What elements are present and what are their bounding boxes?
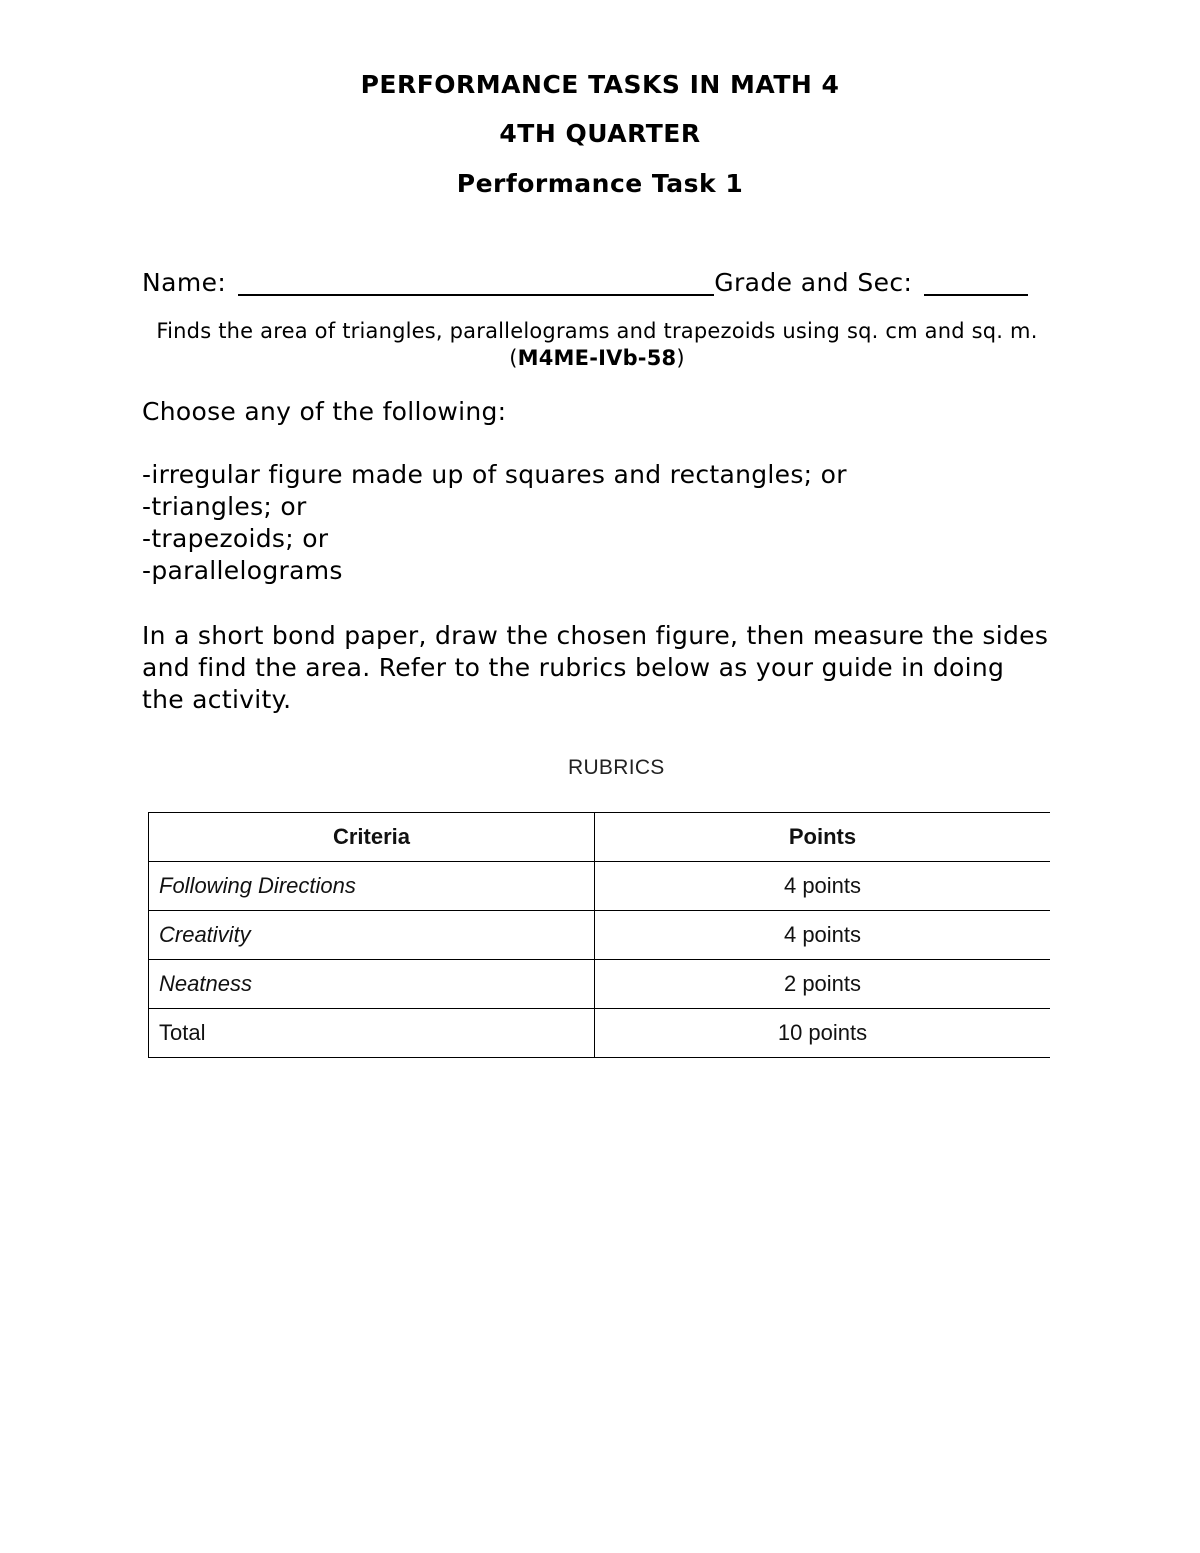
learning-objective bbox=[142, 318, 1052, 372]
name-label: Name: bbox=[142, 268, 227, 297]
points-cell: 2 points bbox=[595, 960, 1051, 1009]
table-row bbox=[149, 911, 1051, 960]
instructions-paragraph: In a short bond paper, draw the chosen figure, then measure the sides and find the area. Refer to the rubrics below as your guide in doing the activity. bbox=[142, 621, 1049, 714]
points-cell: 4 points bbox=[595, 911, 1051, 960]
choose-prompt: Choose any of the following: bbox=[142, 397, 507, 426]
list-item: -triangles; or bbox=[142, 492, 307, 521]
criteria-cell: Creativity bbox=[149, 911, 595, 960]
points-cell: 4 points bbox=[595, 862, 1051, 911]
table-row bbox=[149, 960, 1051, 1009]
criteria-cell: Neatness bbox=[149, 960, 595, 1009]
rubrics-table bbox=[148, 812, 1050, 1058]
list-item: -trapezoids; or bbox=[142, 524, 329, 553]
name-blank[interactable] bbox=[238, 270, 714, 296]
rubrics-title: RUBRICS bbox=[568, 756, 665, 779]
options-list bbox=[142, 459, 1052, 587]
objective-code: M4ME-IVb-58 bbox=[517, 346, 677, 370]
document-title: PERFORMANCE TASKS IN MATH 4 bbox=[360, 70, 840, 99]
task-heading: Performance Task 1 bbox=[456, 169, 744, 198]
student-info-line bbox=[142, 268, 1052, 297]
grade-blank[interactable] bbox=[924, 270, 1028, 296]
criteria-cell: Total bbox=[149, 1009, 595, 1058]
quarter-heading: 4TH QUARTER bbox=[499, 119, 701, 148]
criteria-header: Criteria bbox=[149, 813, 595, 862]
objective-text: Finds the area of triangles, parallelograms and trapezoids using sq. cm and sq. m. ( bbox=[156, 319, 1038, 370]
points-header: Points bbox=[595, 813, 1051, 862]
list-item: -parallelograms bbox=[142, 556, 343, 585]
grade-label: Grade and Sec: bbox=[714, 268, 913, 297]
list-item: -irregular figure made up of squares and rectangles; or bbox=[142, 460, 847, 489]
criteria-cell: Following Directions bbox=[149, 862, 595, 911]
objective-close: ) bbox=[676, 346, 685, 370]
table-row bbox=[149, 1009, 1051, 1058]
table-header-row bbox=[149, 813, 1051, 862]
table-row bbox=[149, 862, 1051, 911]
points-cell: 10 points bbox=[595, 1009, 1051, 1058]
